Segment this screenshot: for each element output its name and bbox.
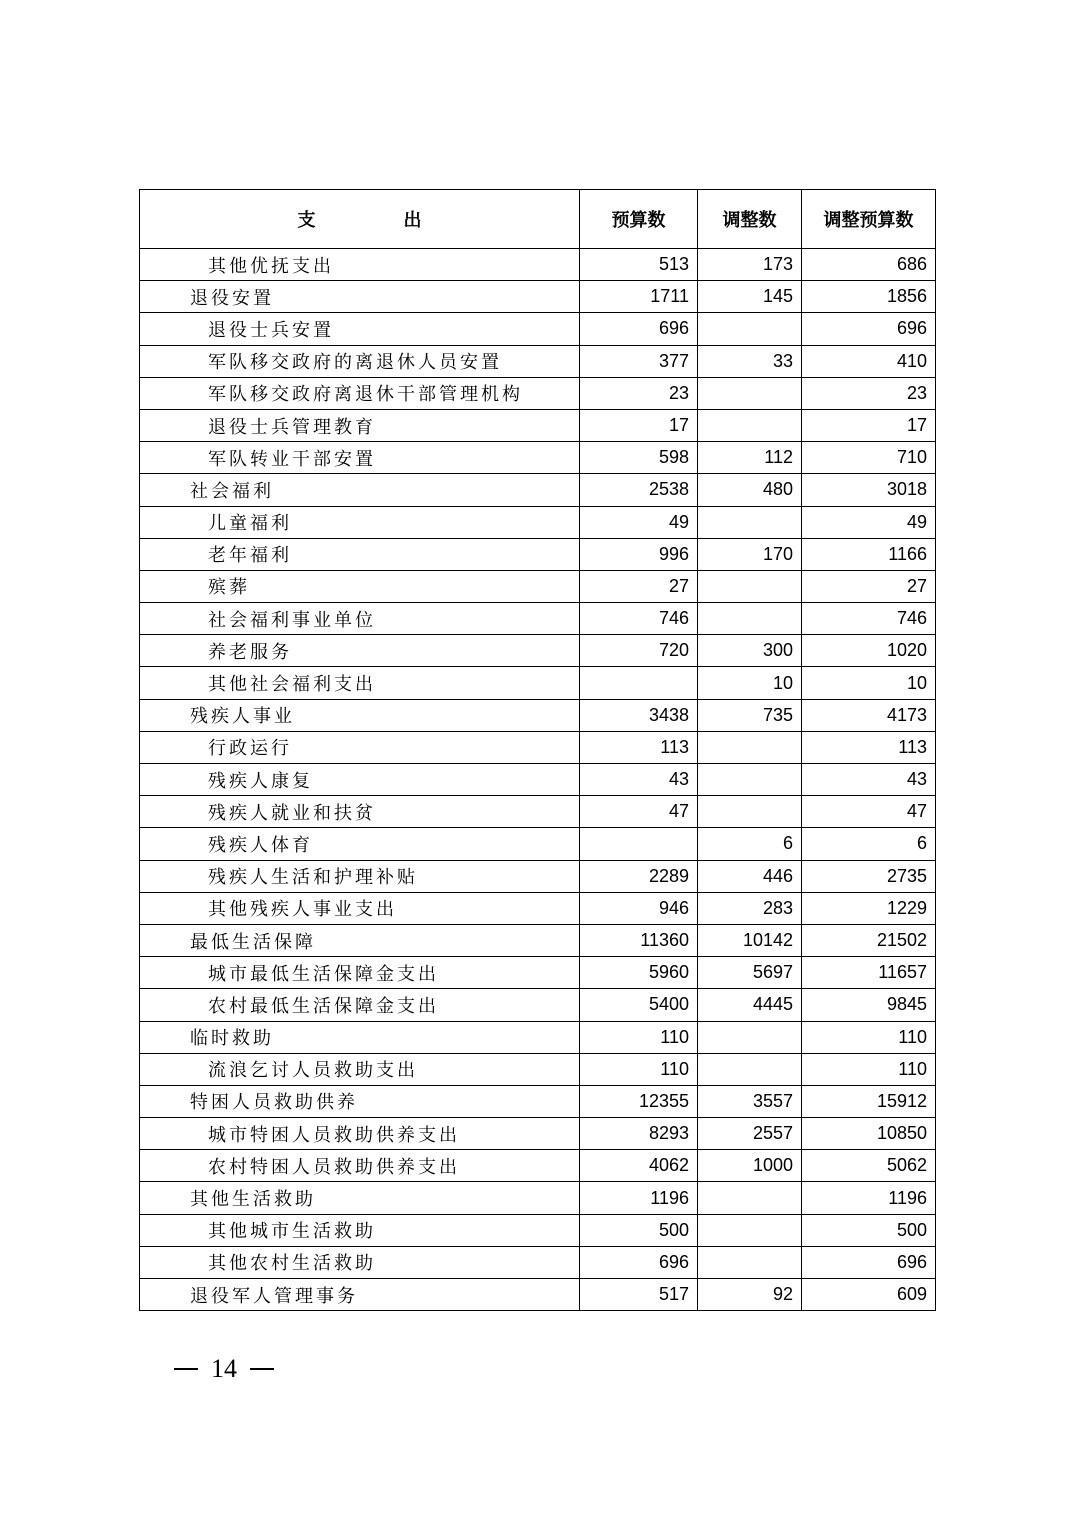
row-adjusted-budget-value: 1229 [802,892,936,924]
row-budget-value: 17 [580,409,698,441]
row-adjust-value: 1000 [698,1150,802,1182]
footer-dash-left [174,1368,198,1370]
row-adjust-value: 446 [698,860,802,892]
row-adjust-value: 170 [698,538,802,570]
row-adjust-value: 145 [698,281,802,313]
row-adjust-value: 173 [698,249,802,281]
row-adjust-value [698,1053,802,1085]
row-budget-value: 1196 [580,1182,698,1214]
table-row [140,345,936,377]
row-adjust-value: 6 [698,828,802,860]
row-adjusted-budget-value: 47 [802,796,936,828]
table-row [140,731,936,763]
row-budget-value: 110 [580,1021,698,1053]
row-budget-value: 2538 [580,474,698,506]
row-adjust-value [698,796,802,828]
row-budget-value: 23 [580,377,698,409]
row-item-name: 其他城市生活救助 [140,1214,580,1246]
row-adjust-value [698,731,802,763]
row-adjust-value: 4445 [698,989,802,1021]
row-budget-value [580,828,698,860]
row-adjusted-budget-value: 5062 [802,1150,936,1182]
table-row [140,1182,936,1214]
row-item-name: 残疾人体育 [140,828,580,860]
row-adjust-value: 480 [698,474,802,506]
row-item-name: 军队移交政府的离退休人员安置 [140,345,580,377]
row-item-name: 农村最低生活保障金支出 [140,989,580,1021]
row-adjust-value: 735 [698,699,802,731]
row-adjust-value: 92 [698,1279,802,1311]
row-item-name: 老年福利 [140,538,580,570]
row-adjusted-budget-value: 6 [802,828,936,860]
row-adjusted-budget-value: 49 [802,506,936,538]
row-adjusted-budget-value: 609 [802,1279,936,1311]
table-row [140,1214,936,1246]
row-budget-value: 8293 [580,1118,698,1150]
table-row [140,699,936,731]
row-adjusted-budget-value: 696 [802,1246,936,1278]
table-row [140,442,936,474]
row-adjust-value: 300 [698,635,802,667]
row-item-name: 残疾人事业 [140,699,580,731]
row-adjusted-budget-value: 1196 [802,1182,936,1214]
row-item-name: 城市特困人员救助供养支出 [140,1118,580,1150]
table-row [140,1279,936,1311]
row-adjusted-budget-value: 696 [802,313,936,345]
table-row [140,1118,936,1150]
row-budget-value: 110 [580,1053,698,1085]
row-adjust-value [698,764,802,796]
row-adjusted-budget-value: 9845 [802,989,936,1021]
row-adjust-value: 5697 [698,957,802,989]
table-row [140,892,936,924]
header-adjusted-budget: 调整预算数 [802,190,936,249]
table-row [140,249,936,281]
row-item-name: 流浪乞讨人员救助支出 [140,1053,580,1085]
row-adjusted-budget-value: 110 [802,1021,936,1053]
row-adjusted-budget-value: 686 [802,249,936,281]
row-adjust-value [698,570,802,602]
row-budget-value: 696 [580,1246,698,1278]
row-adjusted-budget-value: 27 [802,570,936,602]
table-row [140,570,936,602]
row-budget-value: 696 [580,313,698,345]
row-item-name: 退役军人管理事务 [140,1279,580,1311]
row-item-name: 社会福利 [140,474,580,506]
page-number: 14 [211,1354,237,1383]
row-budget-value: 12355 [580,1085,698,1117]
row-adjusted-budget-value: 746 [802,603,936,635]
row-adjusted-budget-value: 4173 [802,699,936,731]
row-adjusted-budget-value: 3018 [802,474,936,506]
row-item-name: 殡葬 [140,570,580,602]
row-adjusted-budget-value: 17 [802,409,936,441]
row-budget-value: 5400 [580,989,698,1021]
row-budget-value: 11360 [580,924,698,956]
row-adjust-value: 3557 [698,1085,802,1117]
table-row [140,796,936,828]
row-adjusted-budget-value: 43 [802,764,936,796]
row-item-name: 退役士兵安置 [140,313,580,345]
row-adjusted-budget-value: 1166 [802,538,936,570]
row-item-name: 军队转业干部安置 [140,442,580,474]
row-budget-value: 49 [580,506,698,538]
table-row [140,409,936,441]
row-adjusted-budget-value: 2735 [802,860,936,892]
row-adjust-value: 10142 [698,924,802,956]
row-item-name: 城市最低生活保障金支出 [140,957,580,989]
table-row [140,1150,936,1182]
table-row [140,603,936,635]
row-budget-value: 1711 [580,281,698,313]
row-adjust-value [698,1246,802,1278]
row-adjust-value [698,1214,802,1246]
row-budget-value: 43 [580,764,698,796]
row-item-name: 其他社会福利支出 [140,667,580,699]
row-adjusted-budget-value: 23 [802,377,936,409]
row-adjust-value [698,377,802,409]
row-budget-value: 996 [580,538,698,570]
table-row [140,281,936,313]
row-budget-value: 377 [580,345,698,377]
row-item-name: 其他农村生活救助 [140,1246,580,1278]
table-row [140,506,936,538]
table-row [140,957,936,989]
row-adjusted-budget-value: 1856 [802,281,936,313]
row-budget-value: 513 [580,249,698,281]
row-adjust-value [698,409,802,441]
footer-dash-right [250,1368,274,1370]
budget-table-container [139,189,935,1311]
table-row [140,1085,936,1117]
row-item-name: 残疾人康复 [140,764,580,796]
row-adjusted-budget-value: 15912 [802,1085,936,1117]
table-row [140,1246,936,1278]
row-adjust-value [698,313,802,345]
header-expenditure-char-1: 支 [297,210,316,231]
row-budget-value: 720 [580,635,698,667]
row-adjust-value [698,1182,802,1214]
row-adjusted-budget-value: 113 [802,731,936,763]
row-item-name: 其他优抚支出 [140,249,580,281]
table-row [140,924,936,956]
row-budget-value: 517 [580,1279,698,1311]
row-item-name: 退役士兵管理教育 [140,409,580,441]
table-row [140,313,936,345]
row-budget-value: 5960 [580,957,698,989]
row-item-name: 行政运行 [140,731,580,763]
row-adjusted-budget-value: 21502 [802,924,936,956]
row-budget-value: 500 [580,1214,698,1246]
page-footer [174,1354,274,1384]
row-item-name: 退役安置 [140,281,580,313]
row-adjust-value: 283 [698,892,802,924]
row-adjusted-budget-value: 710 [802,442,936,474]
row-budget-value: 27 [580,570,698,602]
table-row [140,860,936,892]
row-item-name: 儿童福利 [140,506,580,538]
row-adjusted-budget-value: 10850 [802,1118,936,1150]
table-row [140,635,936,667]
table-row [140,764,936,796]
row-item-name: 残疾人就业和扶贫 [140,796,580,828]
header-expenditure-char-2: 出 [403,210,422,231]
row-budget-value: 113 [580,731,698,763]
row-item-name: 养老服务 [140,635,580,667]
row-item-name: 社会福利事业单位 [140,603,580,635]
row-adjust-value [698,1021,802,1053]
row-adjusted-budget-value: 410 [802,345,936,377]
row-adjust-value: 2557 [698,1118,802,1150]
row-budget-value: 47 [580,796,698,828]
row-item-name: 特困人员救助供养 [140,1085,580,1117]
row-adjusted-budget-value: 11657 [802,957,936,989]
row-adjusted-budget-value: 110 [802,1053,936,1085]
table-header-row [140,190,936,249]
row-adjust-value [698,603,802,635]
row-item-name: 农村特困人员救助供养支出 [140,1150,580,1182]
row-item-name: 残疾人生活和护理补贴 [140,860,580,892]
table-row [140,989,936,1021]
row-item-name: 最低生活保障 [140,924,580,956]
row-adjust-value: 33 [698,345,802,377]
row-budget-value: 746 [580,603,698,635]
table-row [140,538,936,570]
row-adjust-value: 10 [698,667,802,699]
row-item-name: 其他生活救助 [140,1182,580,1214]
row-budget-value: 946 [580,892,698,924]
row-adjusted-budget-value: 1020 [802,635,936,667]
header-expenditure [140,190,580,249]
row-adjusted-budget-value: 10 [802,667,936,699]
table-row [140,1053,936,1085]
row-item-name: 临时救助 [140,1021,580,1053]
row-adjust-value [698,506,802,538]
row-budget-value [580,667,698,699]
table-row [140,667,936,699]
table-row [140,1021,936,1053]
row-budget-value: 4062 [580,1150,698,1182]
header-adjust: 调整数 [698,190,802,249]
row-item-name: 其他残疾人事业支出 [140,892,580,924]
table-row [140,474,936,506]
row-budget-value: 2289 [580,860,698,892]
row-budget-value: 598 [580,442,698,474]
row-adjusted-budget-value: 500 [802,1214,936,1246]
row-adjust-value: 112 [698,442,802,474]
budget-table [139,189,936,1311]
table-row [140,828,936,860]
table-row [140,377,936,409]
row-item-name: 军队移交政府离退休干部管理机构 [140,377,580,409]
header-budget: 预算数 [580,190,698,249]
row-budget-value: 3438 [580,699,698,731]
